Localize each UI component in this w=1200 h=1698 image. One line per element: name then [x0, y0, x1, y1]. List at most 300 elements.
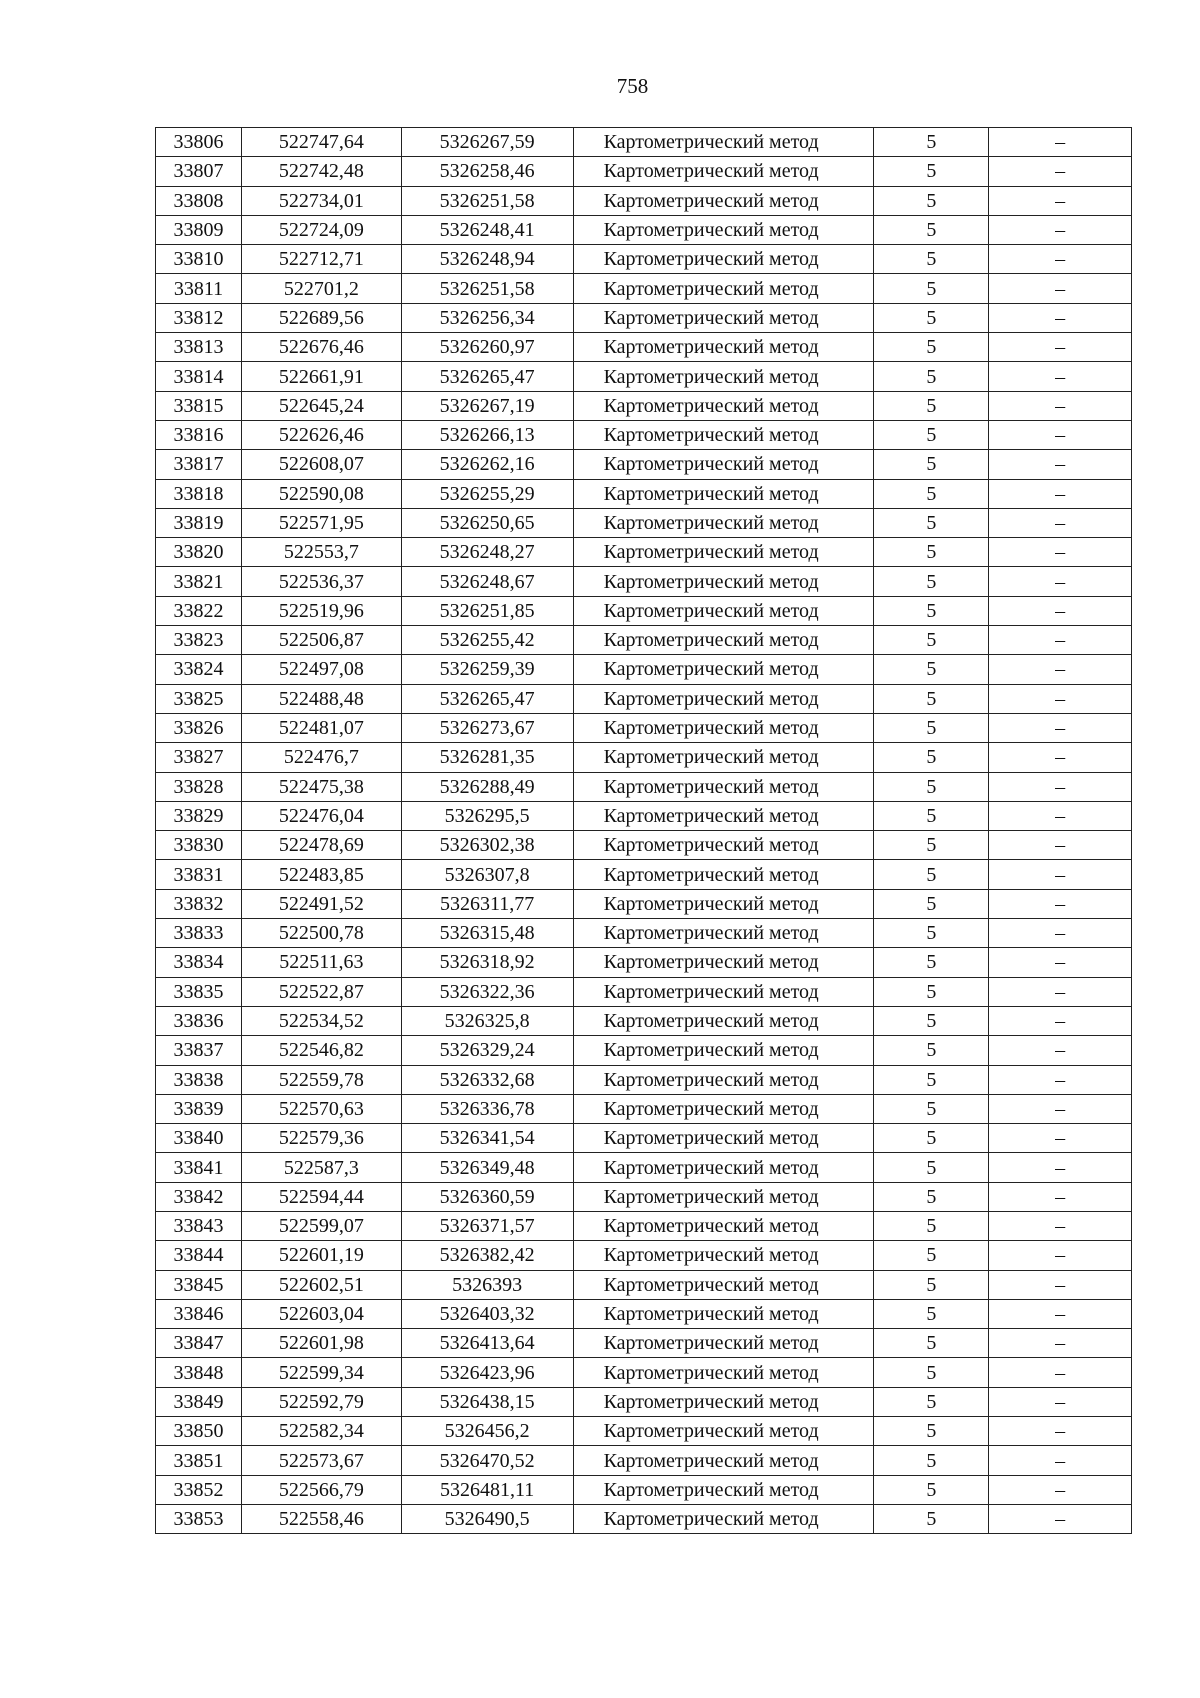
table-row [156, 1124, 1132, 1153]
accuracy-cell: 5 [874, 362, 989, 391]
table-row [156, 1417, 1132, 1446]
point-number-cell: 33842 [156, 1182, 242, 1211]
table-row [156, 1446, 1132, 1475]
y-coordinate-cell: 5326265,47 [401, 684, 573, 713]
method-cell: Картометрический метод [573, 303, 874, 332]
note-cell: – [989, 450, 1132, 479]
note-cell: – [989, 128, 1132, 157]
y-coordinate-cell: 5326423,96 [401, 1358, 573, 1387]
table-row [156, 1475, 1132, 1504]
accuracy-cell: 5 [874, 919, 989, 948]
y-coordinate-cell: 5326255,42 [401, 626, 573, 655]
method-cell: Картометрический метод [573, 743, 874, 772]
y-coordinate-cell: 5326273,67 [401, 713, 573, 742]
method-cell: Картометрический метод [573, 1475, 874, 1504]
method-cell: Картометрический метод [573, 655, 874, 684]
table-row [156, 889, 1132, 918]
accuracy-cell: 5 [874, 128, 989, 157]
x-coordinate-cell: 522558,46 [241, 1504, 401, 1533]
table-row [156, 919, 1132, 948]
y-coordinate-cell: 5326255,29 [401, 479, 573, 508]
x-coordinate-cell: 522645,24 [241, 391, 401, 420]
point-number-cell: 33831 [156, 860, 242, 889]
method-cell: Картометрический метод [573, 1211, 874, 1240]
y-coordinate-cell: 5326250,65 [401, 508, 573, 537]
note-cell: – [989, 508, 1132, 537]
point-number-cell: 33810 [156, 245, 242, 274]
note-cell: – [989, 567, 1132, 596]
note-cell: – [989, 1358, 1132, 1387]
note-cell: – [989, 1417, 1132, 1446]
x-coordinate-cell: 522592,79 [241, 1387, 401, 1416]
point-number-cell: 33830 [156, 831, 242, 860]
method-cell: Картометрический метод [573, 831, 874, 860]
x-coordinate-cell: 522534,52 [241, 1006, 401, 1035]
point-number-cell: 33848 [156, 1358, 242, 1387]
note-cell: – [989, 713, 1132, 742]
method-cell: Картометрический метод [573, 889, 874, 918]
accuracy-cell: 5 [874, 1124, 989, 1153]
note-cell: – [989, 1446, 1132, 1475]
point-number-cell: 33833 [156, 919, 242, 948]
point-number-cell: 33820 [156, 538, 242, 567]
y-coordinate-cell: 5326371,57 [401, 1211, 573, 1240]
note-cell: – [989, 186, 1132, 215]
point-number-cell: 33807 [156, 157, 242, 186]
note-cell: – [989, 1036, 1132, 1065]
table-row [156, 655, 1132, 684]
note-cell: – [989, 1182, 1132, 1211]
point-number-cell: 33827 [156, 743, 242, 772]
x-coordinate-cell: 522491,52 [241, 889, 401, 918]
table-row [156, 538, 1132, 567]
method-cell: Картометрический метод [573, 801, 874, 830]
point-number-cell: 33818 [156, 479, 242, 508]
table-row [156, 1329, 1132, 1358]
y-coordinate-cell: 5326295,5 [401, 801, 573, 830]
accuracy-cell: 5 [874, 596, 989, 625]
method-cell: Картометрический метод [573, 1446, 874, 1475]
accuracy-cell: 5 [874, 215, 989, 244]
y-coordinate-cell: 5326322,36 [401, 977, 573, 1006]
point-number-cell: 33837 [156, 1036, 242, 1065]
y-coordinate-cell: 5326329,24 [401, 1036, 573, 1065]
accuracy-cell: 5 [874, 508, 989, 537]
method-cell: Картометрический метод [573, 567, 874, 596]
point-number-cell: 33846 [156, 1299, 242, 1328]
x-coordinate-cell: 522587,3 [241, 1153, 401, 1182]
method-cell: Картометрический метод [573, 1504, 874, 1533]
table-row [156, 1006, 1132, 1035]
table-row [156, 626, 1132, 655]
method-cell: Картометрический метод [573, 1094, 874, 1123]
method-cell: Картометрический метод [573, 1006, 874, 1035]
note-cell: – [989, 303, 1132, 332]
note-cell: – [989, 333, 1132, 362]
y-coordinate-cell: 5326341,54 [401, 1124, 573, 1153]
method-cell: Картометрический метод [573, 1036, 874, 1065]
accuracy-cell: 5 [874, 157, 989, 186]
table-row [156, 508, 1132, 537]
accuracy-cell: 5 [874, 303, 989, 332]
y-coordinate-cell: 5326248,41 [401, 215, 573, 244]
table-row [156, 1036, 1132, 1065]
method-cell: Картометрический метод [573, 128, 874, 157]
y-coordinate-cell: 5326315,48 [401, 919, 573, 948]
y-coordinate-cell: 5326251,85 [401, 596, 573, 625]
table-row [156, 186, 1132, 215]
accuracy-cell: 5 [874, 1417, 989, 1446]
accuracy-cell: 5 [874, 801, 989, 830]
note-cell: – [989, 1329, 1132, 1358]
point-number-cell: 33817 [156, 450, 242, 479]
method-cell: Картометрический метод [573, 596, 874, 625]
accuracy-cell: 5 [874, 274, 989, 303]
note-cell: – [989, 860, 1132, 889]
table-body [156, 128, 1132, 1534]
table-row [156, 245, 1132, 274]
note-cell: – [989, 1065, 1132, 1094]
note-cell: – [989, 977, 1132, 1006]
table-row [156, 860, 1132, 889]
point-number-cell: 33836 [156, 1006, 242, 1035]
table-row [156, 215, 1132, 244]
method-cell: Картометрический метод [573, 1182, 874, 1211]
method-cell: Картометрический метод [573, 274, 874, 303]
accuracy-cell: 5 [874, 831, 989, 860]
page-number: 758 [616, 74, 649, 98]
table-row [156, 128, 1132, 157]
table-row [156, 1094, 1132, 1123]
x-coordinate-cell: 522511,63 [241, 948, 401, 977]
x-coordinate-cell: 522476,04 [241, 801, 401, 830]
point-number-cell: 33825 [156, 684, 242, 713]
table-row [156, 977, 1132, 1006]
y-coordinate-cell: 5326288,49 [401, 772, 573, 801]
method-cell: Картометрический метод [573, 1241, 874, 1270]
x-coordinate-cell: 522582,34 [241, 1417, 401, 1446]
accuracy-cell: 5 [874, 889, 989, 918]
method-cell: Картометрический метод [573, 215, 874, 244]
method-cell: Картометрический метод [573, 1153, 874, 1182]
note-cell: – [989, 743, 1132, 772]
accuracy-cell: 5 [874, 977, 989, 1006]
table-row [156, 684, 1132, 713]
x-coordinate-cell: 522602,51 [241, 1270, 401, 1299]
x-coordinate-cell: 522676,46 [241, 333, 401, 362]
note-cell: – [989, 1124, 1132, 1153]
accuracy-cell: 5 [874, 713, 989, 742]
accuracy-cell: 5 [874, 1241, 989, 1270]
point-number-cell: 33809 [156, 215, 242, 244]
accuracy-cell: 5 [874, 1387, 989, 1416]
accuracy-cell: 5 [874, 1211, 989, 1240]
note-cell: – [989, 420, 1132, 449]
table-row [156, 1211, 1132, 1240]
y-coordinate-cell: 5326456,2 [401, 1417, 573, 1446]
accuracy-cell: 5 [874, 1036, 989, 1065]
point-number-cell: 33811 [156, 274, 242, 303]
x-coordinate-cell: 522500,78 [241, 919, 401, 948]
note-cell: – [989, 1504, 1132, 1533]
point-number-cell: 33843 [156, 1211, 242, 1240]
accuracy-cell: 5 [874, 1475, 989, 1504]
note-cell: – [989, 157, 1132, 186]
point-number-cell: 33826 [156, 713, 242, 742]
method-cell: Картометрический метод [573, 450, 874, 479]
table-row [156, 1270, 1132, 1299]
x-coordinate-cell: 522488,48 [241, 684, 401, 713]
method-cell: Картометрический метод [573, 157, 874, 186]
note-cell: – [989, 1006, 1132, 1035]
y-coordinate-cell: 5326325,8 [401, 1006, 573, 1035]
point-number-cell: 33841 [156, 1153, 242, 1182]
method-cell: Картометрический метод [573, 245, 874, 274]
point-number-cell: 33838 [156, 1065, 242, 1094]
method-cell: Картометрический метод [573, 420, 874, 449]
y-coordinate-cell: 5326248,27 [401, 538, 573, 567]
point-number-cell: 33844 [156, 1241, 242, 1270]
x-coordinate-cell: 522553,7 [241, 538, 401, 567]
accuracy-cell: 5 [874, 1299, 989, 1328]
y-coordinate-cell: 5326311,77 [401, 889, 573, 918]
accuracy-cell: 5 [874, 1446, 989, 1475]
y-coordinate-cell: 5326438,15 [401, 1387, 573, 1416]
accuracy-cell: 5 [874, 1504, 989, 1533]
table-row [156, 1387, 1132, 1416]
y-coordinate-cell: 5326248,67 [401, 567, 573, 596]
point-number-cell: 33822 [156, 596, 242, 625]
accuracy-cell: 5 [874, 538, 989, 567]
x-coordinate-cell: 522724,09 [241, 215, 401, 244]
y-coordinate-cell: 5326360,59 [401, 1182, 573, 1211]
point-number-cell: 33821 [156, 567, 242, 596]
table-row [156, 1182, 1132, 1211]
method-cell: Картометрический метод [573, 1329, 874, 1358]
table-row [156, 362, 1132, 391]
y-coordinate-cell: 5326332,68 [401, 1065, 573, 1094]
note-cell: – [989, 538, 1132, 567]
x-coordinate-cell: 522747,64 [241, 128, 401, 157]
table-row [156, 420, 1132, 449]
note-cell: – [989, 596, 1132, 625]
note-cell: – [989, 1211, 1132, 1240]
table-row [156, 743, 1132, 772]
x-coordinate-cell: 522601,19 [241, 1241, 401, 1270]
x-coordinate-cell: 522519,96 [241, 596, 401, 625]
x-coordinate-cell: 522536,37 [241, 567, 401, 596]
note-cell: – [989, 1094, 1132, 1123]
x-coordinate-cell: 522601,98 [241, 1329, 401, 1358]
point-number-cell: 33851 [156, 1446, 242, 1475]
note-cell: – [989, 215, 1132, 244]
method-cell: Картометрический метод [573, 1270, 874, 1299]
x-coordinate-cell: 522481,07 [241, 713, 401, 742]
accuracy-cell: 5 [874, 1358, 989, 1387]
x-coordinate-cell: 522475,38 [241, 772, 401, 801]
accuracy-cell: 5 [874, 655, 989, 684]
y-coordinate-cell: 5326262,16 [401, 450, 573, 479]
note-cell: – [989, 245, 1132, 274]
method-cell: Картометрический метод [573, 977, 874, 1006]
accuracy-cell: 5 [874, 684, 989, 713]
point-number-cell: 33849 [156, 1387, 242, 1416]
table-row [156, 1358, 1132, 1387]
x-coordinate-cell: 522742,48 [241, 157, 401, 186]
method-cell: Картометрический метод [573, 1299, 874, 1328]
x-coordinate-cell: 522483,85 [241, 860, 401, 889]
x-coordinate-cell: 522734,01 [241, 186, 401, 215]
note-cell: – [989, 1153, 1132, 1182]
note-cell: – [989, 1475, 1132, 1504]
accuracy-cell: 5 [874, 1065, 989, 1094]
note-cell: – [989, 948, 1132, 977]
y-coordinate-cell: 5326259,39 [401, 655, 573, 684]
table-row [156, 1065, 1132, 1094]
note-cell: – [989, 772, 1132, 801]
table-row [156, 1241, 1132, 1270]
method-cell: Картометрический метод [573, 333, 874, 362]
table-row [156, 303, 1132, 332]
y-coordinate-cell: 5326307,8 [401, 860, 573, 889]
accuracy-cell: 5 [874, 1329, 989, 1358]
point-number-cell: 33835 [156, 977, 242, 1006]
accuracy-cell: 5 [874, 391, 989, 420]
y-coordinate-cell: 5326260,97 [401, 333, 573, 362]
method-cell: Картометрический метод [573, 1387, 874, 1416]
y-coordinate-cell: 5326256,34 [401, 303, 573, 332]
point-number-cell: 33819 [156, 508, 242, 537]
x-coordinate-cell: 522570,63 [241, 1094, 401, 1123]
point-number-cell: 33824 [156, 655, 242, 684]
point-number-cell: 33840 [156, 1124, 242, 1153]
point-number-cell: 33806 [156, 128, 242, 157]
table-row [156, 1299, 1132, 1328]
point-number-cell: 33834 [156, 948, 242, 977]
table-row [156, 450, 1132, 479]
x-coordinate-cell: 522546,82 [241, 1036, 401, 1065]
method-cell: Картометрический метод [573, 626, 874, 655]
table-row [156, 1504, 1132, 1533]
accuracy-cell: 5 [874, 1153, 989, 1182]
point-number-cell: 33815 [156, 391, 242, 420]
note-cell: – [989, 919, 1132, 948]
point-number-cell: 33832 [156, 889, 242, 918]
x-coordinate-cell: 522594,44 [241, 1182, 401, 1211]
accuracy-cell: 5 [874, 333, 989, 362]
accuracy-cell: 5 [874, 420, 989, 449]
note-cell: – [989, 1241, 1132, 1270]
note-cell: – [989, 889, 1132, 918]
note-cell: – [989, 274, 1132, 303]
accuracy-cell: 5 [874, 1094, 989, 1123]
accuracy-cell: 5 [874, 479, 989, 508]
y-coordinate-cell: 5326413,64 [401, 1329, 573, 1358]
y-coordinate-cell: 5326470,52 [401, 1446, 573, 1475]
method-cell: Картометрический метод [573, 538, 874, 567]
y-coordinate-cell: 5326302,38 [401, 831, 573, 860]
y-coordinate-cell: 5326318,92 [401, 948, 573, 977]
x-coordinate-cell: 522626,46 [241, 420, 401, 449]
point-number-cell: 33845 [156, 1270, 242, 1299]
note-cell: – [989, 626, 1132, 655]
accuracy-cell: 5 [874, 1182, 989, 1211]
y-coordinate-cell: 5326403,32 [401, 1299, 573, 1328]
accuracy-cell: 5 [874, 626, 989, 655]
table-row [156, 713, 1132, 742]
x-coordinate-cell: 522559,78 [241, 1065, 401, 1094]
accuracy-cell: 5 [874, 567, 989, 596]
x-coordinate-cell: 522661,91 [241, 362, 401, 391]
x-coordinate-cell: 522608,07 [241, 450, 401, 479]
note-cell: – [989, 1270, 1132, 1299]
x-coordinate-cell: 522599,34 [241, 1358, 401, 1387]
accuracy-cell: 5 [874, 450, 989, 479]
table-row [156, 831, 1132, 860]
accuracy-cell: 5 [874, 1270, 989, 1299]
accuracy-cell: 5 [874, 1006, 989, 1035]
accuracy-cell: 5 [874, 948, 989, 977]
y-coordinate-cell: 5326336,78 [401, 1094, 573, 1123]
y-coordinate-cell: 5326251,58 [401, 186, 573, 215]
accuracy-cell: 5 [874, 186, 989, 215]
y-coordinate-cell: 5326267,19 [401, 391, 573, 420]
point-number-cell: 33814 [156, 362, 242, 391]
point-number-cell: 33812 [156, 303, 242, 332]
x-coordinate-cell: 522590,08 [241, 479, 401, 508]
note-cell: – [989, 801, 1132, 830]
table-row [156, 274, 1132, 303]
y-coordinate-cell: 5326281,35 [401, 743, 573, 772]
accuracy-cell: 5 [874, 743, 989, 772]
note-cell: – [989, 1387, 1132, 1416]
point-number-cell: 33808 [156, 186, 242, 215]
method-cell: Картометрический метод [573, 479, 874, 508]
method-cell: Картометрический метод [573, 391, 874, 420]
x-coordinate-cell: 522603,04 [241, 1299, 401, 1328]
table-row [156, 948, 1132, 977]
x-coordinate-cell: 522522,87 [241, 977, 401, 1006]
note-cell: – [989, 655, 1132, 684]
x-coordinate-cell: 522573,67 [241, 1446, 401, 1475]
point-number-cell: 33828 [156, 772, 242, 801]
table-row [156, 596, 1132, 625]
note-cell: – [989, 684, 1132, 713]
x-coordinate-cell: 522571,95 [241, 508, 401, 537]
x-coordinate-cell: 522506,87 [241, 626, 401, 655]
y-coordinate-cell: 5326393 [401, 1270, 573, 1299]
accuracy-cell: 5 [874, 860, 989, 889]
point-number-cell: 33853 [156, 1504, 242, 1533]
note-cell: – [989, 831, 1132, 860]
point-number-cell: 33839 [156, 1094, 242, 1123]
note-cell: – [989, 391, 1132, 420]
method-cell: Картометрический метод [573, 684, 874, 713]
point-number-cell: 33852 [156, 1475, 242, 1504]
table-row [156, 801, 1132, 830]
table-row [156, 567, 1132, 596]
y-coordinate-cell: 5326382,42 [401, 1241, 573, 1270]
point-number-cell: 33816 [156, 420, 242, 449]
note-cell: – [989, 479, 1132, 508]
y-coordinate-cell: 5326265,47 [401, 362, 573, 391]
method-cell: Картометрический метод [573, 713, 874, 742]
x-coordinate-cell: 522478,69 [241, 831, 401, 860]
method-cell: Картометрический метод [573, 1124, 874, 1153]
x-coordinate-cell: 522712,71 [241, 245, 401, 274]
x-coordinate-cell: 522701,2 [241, 274, 401, 303]
x-coordinate-cell: 522476,7 [241, 743, 401, 772]
